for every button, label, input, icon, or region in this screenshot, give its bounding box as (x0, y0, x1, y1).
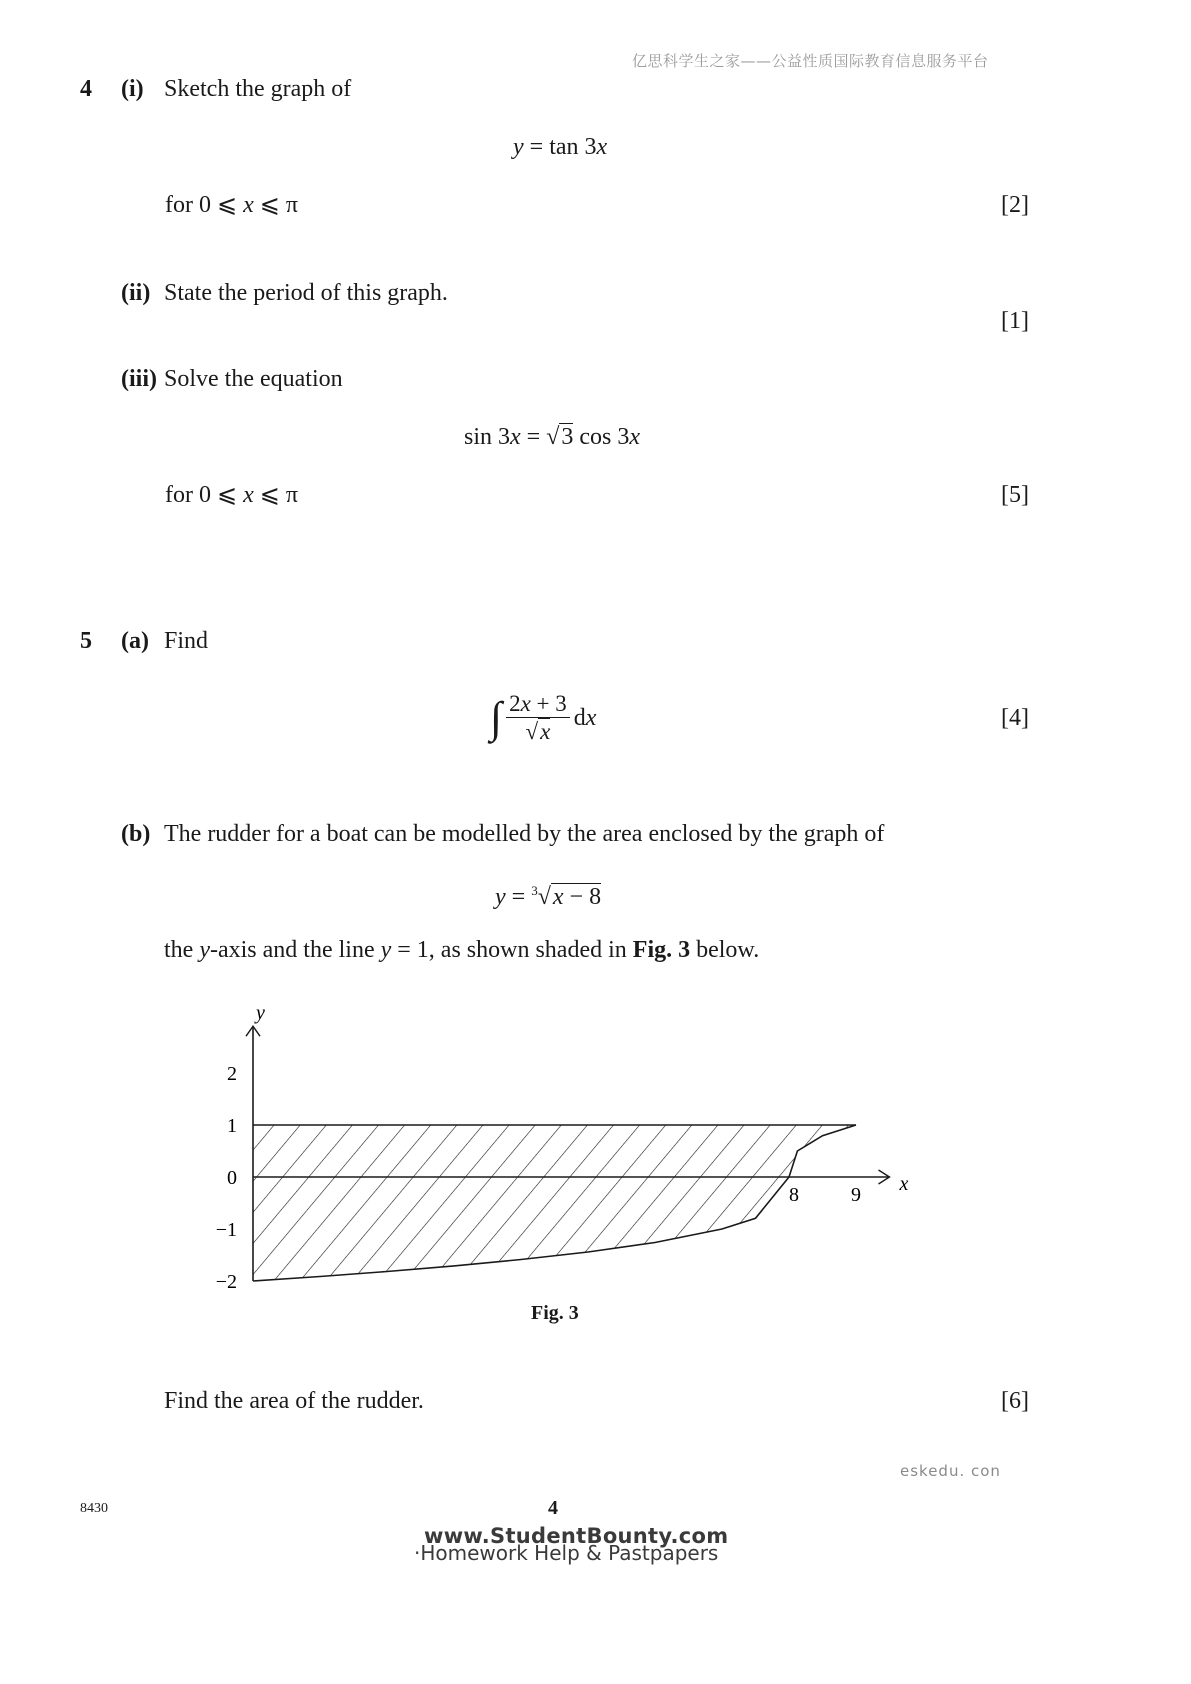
q4-iii-equation: sin 3x = √3 cos 3x (464, 424, 641, 450)
q5-a-integral: ∫ $\frac{2x + 3}{√x}$ dx (490, 691, 597, 744)
integrand-fraction: $\frac{2x + 3}{√x}$ (506, 692, 570, 744)
y-axis-label: y (256, 1002, 265, 1025)
q5-b-label: (b) (121, 821, 151, 847)
q4-iii-domain: for 0 ⩽ x ⩽ π (165, 482, 298, 508)
q4-ii-text: State the period of this graph. (164, 280, 448, 306)
q4-i-marks: [2] (1001, 192, 1029, 218)
q4-iii-label: (iii) (121, 366, 157, 392)
paper-code: 8430 (80, 1501, 108, 1516)
q4-i-domain: for 0 ⩽ x ⩽ π (165, 192, 298, 218)
y-tick-label: 1 (227, 1115, 237, 1137)
q5-b-text: The rudder for a boat can be modelled by the area enclosed by the graph of (164, 821, 885, 847)
studentbounty-logo-line1: www.StudentBounty.com (424, 1524, 729, 1548)
q4-ii-marks: [1] (1001, 308, 1029, 334)
x-tick-label: 8 (789, 1184, 799, 1206)
q4-iii-marks: [5] (1001, 482, 1029, 508)
q5-a-label: (a) (121, 628, 149, 654)
header-watermark: 亿思科学生之家——公益性质国际教育信息服务平台 (632, 52, 989, 70)
q4-iii-text: Solve the equation (164, 366, 343, 392)
q5-b-line2: the y-axis and the line y = 1, as shown shaded in Fig. 3 below. (164, 937, 760, 963)
fig3-chart (200, 995, 920, 1295)
q5-number: 5 (80, 628, 92, 654)
q5-b-equation: y = $^3$√x − 8 (495, 883, 602, 910)
q4-i-equation: y = tan 3x (513, 134, 608, 160)
y-tick-label: 0 (227, 1167, 237, 1189)
y-tick-label: 2 (227, 1063, 237, 1085)
x-axis-label: x (899, 1173, 909, 1195)
q4-i-text: Sketch the graph of (164, 76, 352, 102)
q4-number: 4 (80, 76, 92, 102)
q4-ii-label: (ii) (121, 280, 151, 306)
fig3-caption: Fig. 3 (531, 1302, 579, 1324)
studentbounty-logo-line2: ·Homework Help & Pastpapers (414, 1541, 719, 1565)
shaded-region (253, 1125, 856, 1281)
y-tick-label: −2 (215, 1271, 237, 1293)
q5-a-marks: [4] (1001, 705, 1029, 731)
x-tick-label: 9 (851, 1184, 861, 1206)
integral-sign: ∫ (490, 693, 503, 742)
q5-b-question: Find the area of the rudder. (164, 1388, 424, 1414)
y-tick-label: −1 (215, 1219, 237, 1241)
eskedu-watermark: eskedu. con (900, 1462, 1001, 1480)
q5-b-marks: [6] (1001, 1388, 1029, 1414)
page-number: 4 (548, 1497, 558, 1519)
q4-i-label: (i) (121, 76, 144, 102)
q5-a-text: Find (164, 628, 209, 654)
